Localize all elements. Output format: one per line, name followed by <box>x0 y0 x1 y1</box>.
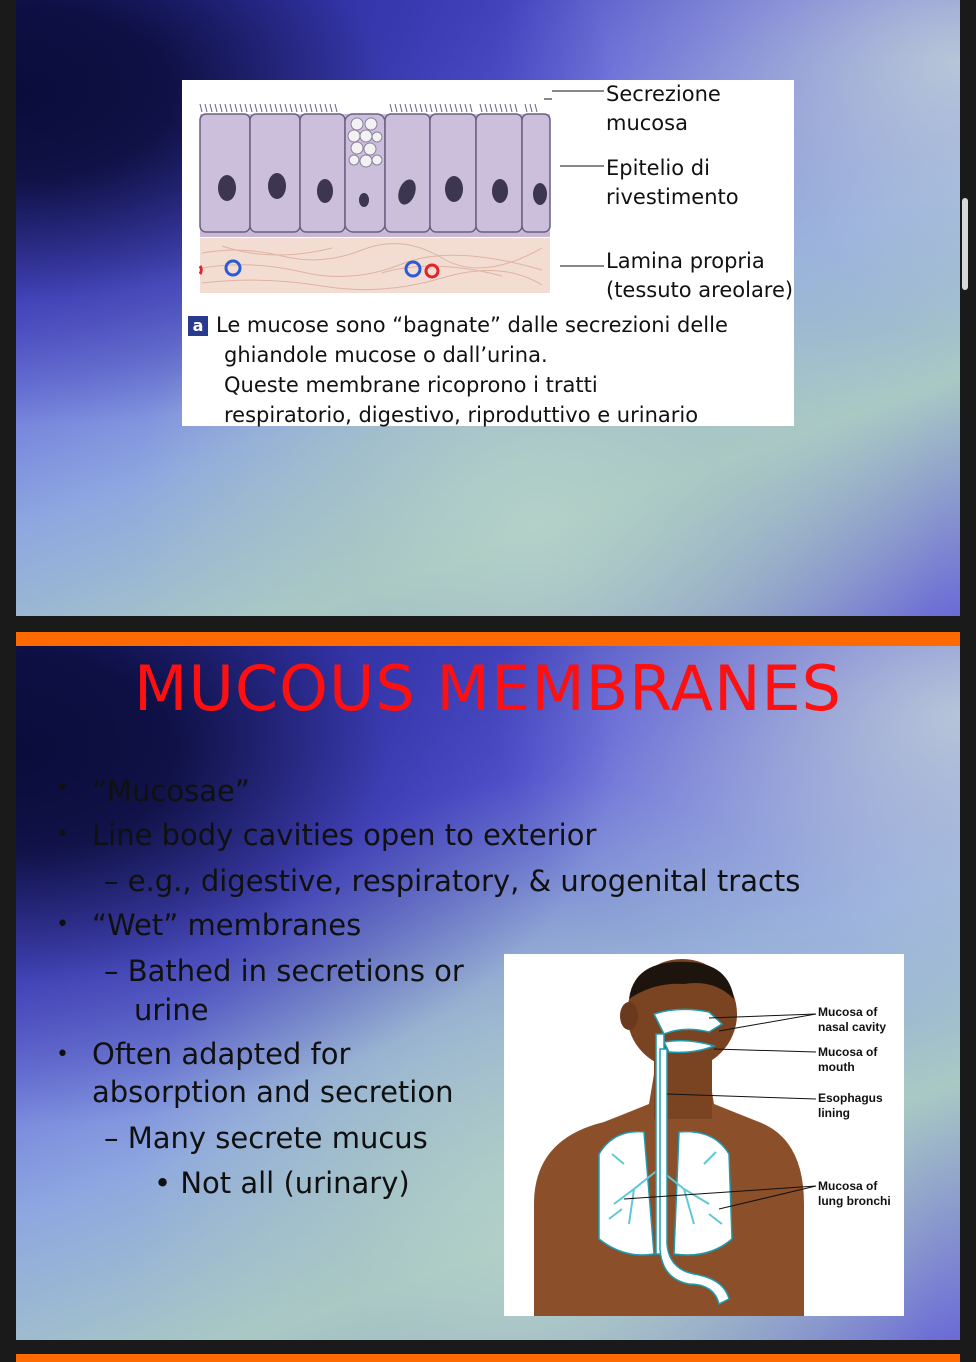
slide-separator-bar-bottom <box>16 1354 960 1362</box>
label-nasal-2: nasal cavity <box>818 1020 887 1034</box>
label-secretion: Secrezione mucosa <box>606 82 721 135</box>
anatomy-figure <box>504 954 904 1316</box>
label-nasal-1: Mucosa of <box>818 1005 878 1019</box>
caption-line: ghiandole mucose o dall’urina. <box>224 343 548 367</box>
mucosa-histology-figure <box>182 80 794 426</box>
slide-separator-bar <box>16 632 960 646</box>
figure-caption <box>188 310 788 430</box>
bullet-text: “Mucosae” <box>92 774 250 808</box>
label-epithelium-1: Epitelio di <box>606 156 710 180</box>
label-epithelium-2: rivestimento <box>606 185 739 209</box>
epithelium-illustration <box>182 88 552 293</box>
label-lamina-2: (tessuto areolare) <box>606 278 794 302</box>
caption-line: Queste membrane ricoprono i tratti <box>224 373 598 397</box>
figure-badge: a <box>188 316 208 336</box>
label-lung-1: Mucosa of <box>818 1179 878 1193</box>
bullet-dot: • <box>56 822 69 847</box>
vertical-scrollbar[interactable] <box>962 198 968 290</box>
sub-bullet-text: – Bathed in secretions or <box>104 954 464 988</box>
label-mouth-1: Mucosa of <box>818 1045 878 1059</box>
slide-2 <box>16 646 960 1340</box>
slide-1 <box>16 0 960 616</box>
bullet-text: Line body cavities open to exterior <box>92 818 597 852</box>
sub-bullet-text: urine <box>134 993 209 1027</box>
label-esophagus-1: Esophagus <box>818 1091 883 1105</box>
bullet-dot: • <box>56 912 69 937</box>
bullet-text: absorption and secretion <box>92 1075 454 1109</box>
caption-line: a Le mucose sono “bagnate” dalle secrezioni delle <box>188 310 788 340</box>
bullet-text: “Wet” membranes <box>92 908 362 942</box>
sub-bullet-text: – Many secrete mucus <box>104 1121 428 1155</box>
label-esophagus-2: lining <box>818 1106 850 1120</box>
label-mouth-2: mouth <box>818 1060 855 1074</box>
label-lung-2: lung bronchi <box>818 1194 891 1208</box>
sub-bullet-text: – e.g., digestive, respiratory, & urogenital tracts <box>104 864 801 898</box>
caption-line: respiratorio, digestivo, riproduttivo e urinario <box>224 403 699 427</box>
label-leader-lines <box>552 80 612 300</box>
sub-sub-bullet-text: • Not all (urinary) <box>154 1166 410 1200</box>
slide-title: MUCOUS MEMBRANES <box>134 652 842 725</box>
bullet-dot: • <box>56 776 69 801</box>
bullet-text: Often adapted for <box>92 1037 351 1071</box>
bullet-dot: • <box>56 1042 69 1067</box>
label-lamina-1: Lamina propria <box>606 249 765 273</box>
